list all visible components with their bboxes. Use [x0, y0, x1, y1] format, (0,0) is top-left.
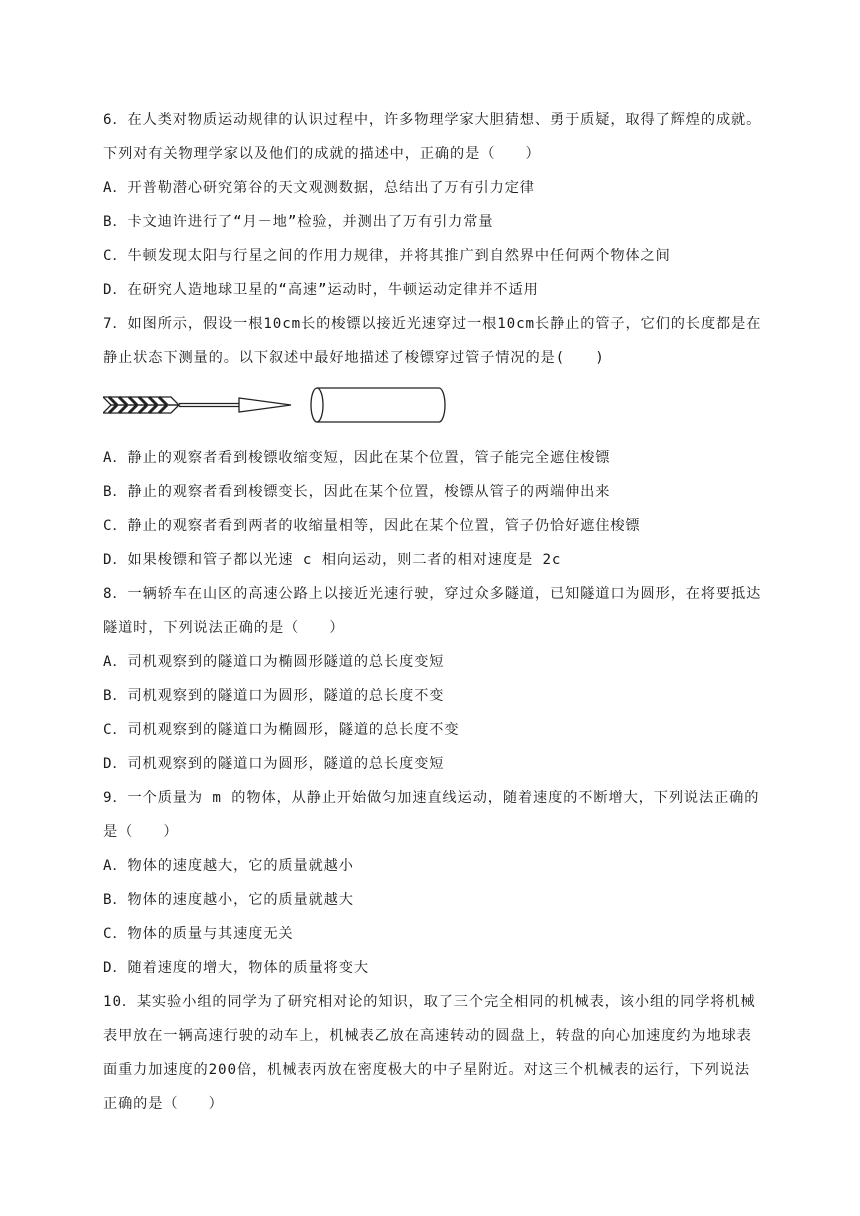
dart-arrow-icon [103, 397, 291, 413]
q9-option-c: C．物体的质量与其速度无关 [103, 926, 294, 942]
q9-option-a: A．物体的速度越大，它的质量就越小 [103, 858, 354, 874]
q10-stem-line2: 表甲放在一辆高速行驶的动车上，机械表乙放在高速转动的圆盘上，转盘的向心加速度约为地球表 [103, 1028, 752, 1044]
q7-option-c: C．静止的观察者看到两者的收缩量相等，因此在某个位置，管子仍恰好遮住梭镖 [103, 518, 641, 534]
q6-stem-line1: 6．在人类对物质运动规律的认识过程中，许多物理学家大胆猜想、勇于质疑，取得了辉煌的成就。 [103, 112, 762, 128]
q6-option-a: A．开普勒潜心研究第谷的天文观测数据，总结出了万有引力定律 [103, 180, 535, 196]
q7-option-d: D．如果梭镖和管子都以光速 c 相向运动，则二者的相对速度是 2c [103, 552, 562, 568]
q6-stem-line2: 下列对有关物理学家以及他们的成就的描述中，正确的是（ ） [103, 146, 541, 162]
q9-stem-line1: 9．一个质量为 m 的物体，从静止开始做匀加速直线运动，随着速度的不断增大，下列说法正确的 [103, 790, 760, 806]
q7-stem-line1: 7．如图所示，假设一根10cm长的梭镖以接近光速穿过一根10cm长静止的管子，它们的长度都是在 [103, 316, 762, 332]
q6-option-b: B．卡文迪许进行了“月－地”检验，并测出了万有引力常量 [103, 214, 494, 230]
q8-option-b: B．司机观察到的隧道口为圆形，隧道的总长度不变 [103, 688, 445, 704]
q8-stem-line2: 隧道时，下列说法正确的是（ ） [103, 620, 345, 636]
dart-tube-figure [103, 385, 448, 435]
q10-stem-line4: 正确的是（ ） [103, 1096, 224, 1112]
q9-stem-line2: 是（ ） [103, 824, 179, 840]
q7-stem-line2: 静止状态下测量的。以下叙述中最好地描述了梭镖穿过管子情况的是( ) [103, 350, 605, 366]
q10-stem-line1: 10．某实验小组的同学为了研究相对论的知识，取了三个完全相同的机械表，该小组的同学将机械 [103, 994, 756, 1010]
q8-option-c: C．司机观察到的隧道口为椭圆形，隧道的总长度不变 [103, 722, 460, 738]
q9-option-d: D．随着速度的增大，物体的质量将变大 [103, 960, 369, 976]
q6-option-c: C．牛顿发现太阳与行星之间的作用力规律，并将其推广到自然界中任何两个物体之间 [103, 248, 671, 264]
q8-stem-line1: 8．一辆轿车在山区的高速公路上以接近光速行驶，穿过众多隧道，已知隧道口为圆形，在将要抵达 [103, 586, 762, 602]
q10-stem-line3: 面重力加速度的200倍，机械表丙放在密度极大的中子星附近。对这三个机械表的运行，下列说法 [103, 1062, 750, 1078]
q9-option-b: B．物体的速度越小，它的质量就越大 [103, 892, 354, 908]
q7-option-b: B．静止的观察者看到梭镖变长，因此在某个位置，梭镖从管子的两端伸出来 [103, 484, 611, 500]
q8-option-d: D．司机观察到的隧道口为圆形，隧道的总长度变短 [103, 756, 445, 772]
tube-cylinder-icon [311, 388, 445, 422]
q7-option-a: A．静止的观察者看到梭镖收缩变短，因此在某个位置，管子能完全遮住梭镖 [103, 450, 611, 466]
q6-option-d: D．在研究人造地球卫星的“高速”运动时，牛顿运动定律并不适用 [103, 282, 539, 298]
q8-option-a: A．司机观察到的隧道口为椭圆形隧道的总长度变短 [103, 654, 445, 670]
